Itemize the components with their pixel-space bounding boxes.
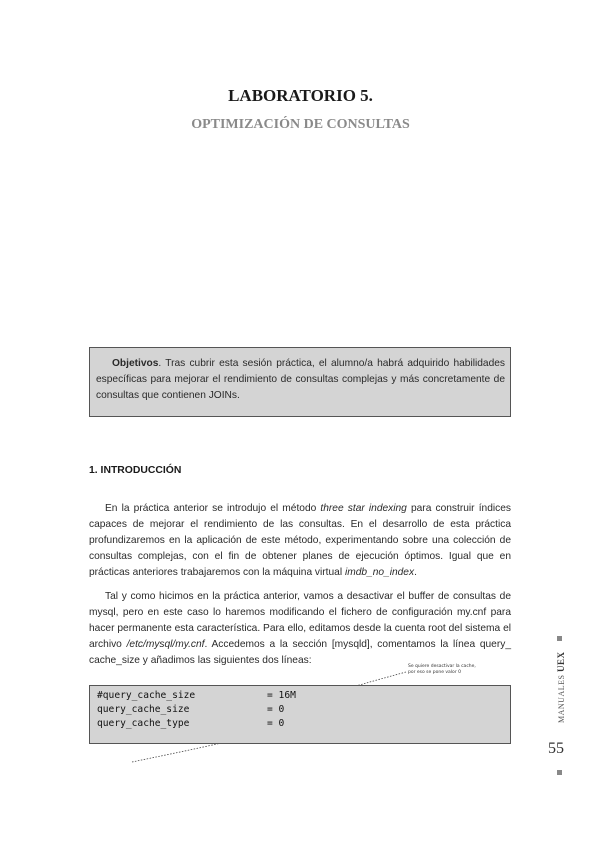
code-line: [97, 703, 503, 717]
page-subtitle: OPTIMIZACIÓN DE CONSULTAS: [191, 117, 410, 132]
code-line: [97, 689, 503, 703]
section-heading: 1. INTRODUCCIÓN: [89, 465, 182, 476]
page-number: 55: [548, 740, 564, 757]
page-title: LABORATORIO 5.: [228, 86, 373, 105]
code-value: = 16M: [267, 690, 296, 701]
handwritten-note-line-2: por eso se pone valor 0: [408, 670, 461, 675]
code-value: = 0: [267, 704, 285, 715]
sidebar-text: [556, 651, 566, 723]
sidebar-text-b: UEX: [556, 651, 566, 673]
paragraph-1-text-c: .: [414, 567, 417, 578]
paragraph-1-emphasis-b: imdb_no_index: [344, 567, 415, 578]
paragraph-2-text-b: . Accedemos a la sección [mysqld], comentamos la línea query_ cache_size y añadimos las siguientes dos líneas:: [89, 639, 511, 666]
sidebar-text-a: MANUALES: [557, 672, 566, 723]
code-key: query_cache_type: [97, 718, 190, 729]
paragraph-1-text-a: En la práctica anterior se introdujo el método: [105, 503, 321, 514]
objectives-label: Objetivos: [112, 358, 159, 369]
code-line: [97, 717, 503, 731]
paragraph-1-text-b: para construir índices capaces de mejorar el rendimiento de las consultas. En el desarrollo de esta práctica profundizaremos en la aplicación de este método, experimentando sobre una colección de consultas complejas, con el fin de obtener planes de ejecución óptimos. Igual que en prácticas anteriores trabajaremos con la máquina virtual: [89, 503, 511, 578]
sidebar-dot-top: [557, 636, 562, 641]
code-key: query_cache_size: [97, 704, 190, 715]
handwritten-note-line-1: Se quiere desactivar la cache,: [408, 664, 476, 669]
code-value: = 0: [267, 718, 285, 729]
code-key: #query_cache_size: [97, 690, 196, 701]
objectives-text: . Tras cubrir esta sesión práctica, el alumno/a habrá adquirido habilidades específicas para mejorar el rendimiento de consultas complejas y más concretamente de consultas que contienen JOINs.: [96, 358, 505, 401]
paragraph-2-path: /etc/mysql/my.cnf: [126, 639, 205, 650]
paragraph-1-emphasis-a: three star indexing: [320, 503, 407, 514]
sidebar-dot-bottom: [557, 770, 562, 775]
paragraph-2-text-a: Tal y como hicimos en la práctica anterior, vamos a desactivar el buffer de consultas de mysql, pero en este caso lo haremos modificando el fichero de configuración my.cnf para hacer permanente esta característica. Para ello, editamos desde la cuenta root del sistema el archivo: [89, 591, 511, 650]
code-block: [89, 685, 511, 744]
